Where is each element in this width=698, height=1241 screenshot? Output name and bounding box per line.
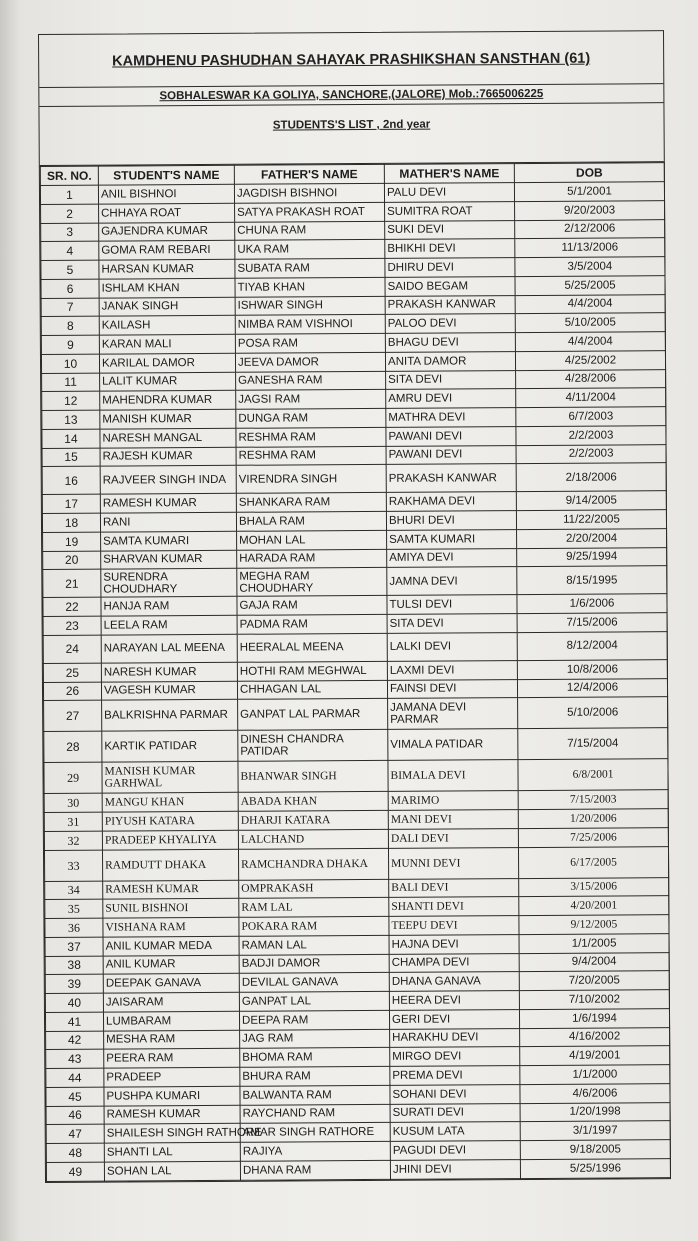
student-name-cell: MESHA RAM — [104, 1030, 240, 1050]
dob-cell: 2/18/2006 — [516, 463, 666, 492]
student-name-cell: PIYUSH KATARA — [102, 811, 238, 831]
student-name-cell: LALIT KUMAR — [100, 372, 236, 392]
dob-cell: 4/16/2002 — [520, 1027, 670, 1047]
father-name-cell: RESHMA RAM — [236, 446, 386, 466]
student-name-cell: SOHAN LAL — [104, 1161, 240, 1181]
dob-cell: 2/20/2004 — [517, 528, 667, 548]
mother-name-cell: MARIMO — [388, 791, 518, 811]
student-name-cell: MANGU KHAN — [102, 793, 238, 813]
mother-name-cell: MIRGO DEVI — [390, 1047, 520, 1067]
sr-no-cell: 10 — [41, 354, 99, 373]
table-row — [44, 697, 668, 732]
mother-name-cell: TEEPU DEVI — [389, 916, 519, 936]
sr-no-cell: 38 — [45, 956, 103, 975]
dob-cell: 5/1/2001 — [514, 182, 664, 202]
sr-no-cell: 17 — [42, 494, 100, 513]
dob-cell: 7/25/2006 — [518, 827, 668, 847]
father-name-cell: SHANKARA RAM — [236, 493, 386, 513]
father-name-cell: BALWANTA RAM — [240, 1085, 390, 1105]
student-name-cell: NARESH MANGAL — [100, 428, 236, 448]
dob-cell: 11/13/2006 — [515, 238, 665, 258]
dob-cell: 6/8/2001 — [518, 759, 668, 791]
mother-name-cell: PRAKASH KANWAR — [385, 295, 515, 315]
father-name-cell: RAMAN LAL — [239, 935, 389, 955]
student-name-cell: HARSAN KUMAR — [99, 259, 235, 279]
father-name-cell: BHURA RAM — [240, 1066, 390, 1086]
dob-cell: 5/25/1996 — [520, 1158, 670, 1178]
dob-cell: 1/1/2000 — [520, 1065, 670, 1085]
father-name-cell: GAJA RAM — [237, 596, 387, 616]
father-name-cell: GANPAT LAL — [239, 991, 389, 1011]
dob-cell: 8/12/2004 — [517, 631, 667, 660]
student-name-cell: MANISH KUMAR GARHWAL — [102, 762, 238, 794]
father-name-cell: DEEPA RAM — [239, 1010, 389, 1030]
father-name-cell: PADMA RAM — [237, 614, 387, 634]
sr-no-cell: 47 — [46, 1124, 104, 1143]
sr-no-cell: 2 — [41, 204, 99, 223]
father-name-cell: GANESHA RAM — [236, 371, 386, 391]
father-name-cell: POKARA RAM — [239, 916, 389, 936]
dob-cell: 3/5/2004 — [515, 257, 665, 277]
student-name-cell: SUNIL BISHNOI — [103, 899, 239, 919]
table-row — [46, 1158, 670, 1181]
student-name-cell: RAJVEER SINGH INDA — [100, 466, 236, 495]
mother-name-cell: FAINSI DEVI — [387, 679, 517, 699]
sr-no-cell: 34 — [45, 881, 103, 900]
father-name-cell: UKA RAM — [235, 240, 385, 260]
dob-cell: 7/15/2006 — [517, 613, 667, 633]
table-row — [42, 463, 666, 495]
father-name-cell: RAMCHANDRA DHAKA — [238, 848, 388, 880]
sr-no-cell: 4 — [41, 241, 99, 260]
mother-name-cell: MANI DEVI — [388, 810, 518, 830]
dob-cell: 4/11/2004 — [516, 388, 666, 408]
mother-name-cell: SURATI DEVI — [390, 1103, 520, 1123]
sr-no-cell: 36 — [45, 918, 103, 937]
student-name-cell: LEELA RAM — [101, 615, 237, 635]
student-name-cell: JANAK SINGH — [99, 297, 235, 317]
dob-cell: 2/2/2003 — [516, 444, 666, 464]
mother-name-cell: DALI DEVI — [388, 828, 518, 848]
mother-name-cell: SUMITRA ROAT — [385, 201, 515, 221]
sr-no-cell: 25 — [43, 663, 101, 682]
sr-no-cell: 14 — [42, 429, 100, 448]
col-sr-no: SR. NO. — [40, 166, 98, 185]
dob-cell: 4/25/2002 — [515, 350, 665, 370]
student-name-cell: SAMTA KUMARI — [101, 531, 237, 551]
sr-no-cell: 40 — [45, 993, 103, 1012]
student-name-cell: PUSHPA KUMARI — [104, 1086, 240, 1106]
sr-no-cell: 8 — [41, 316, 99, 335]
dob-cell: 5/10/2005 — [515, 313, 665, 333]
mother-name-cell: HEERA DEVI — [389, 991, 519, 1011]
student-name-cell: ANIL KUMAR MEDA — [103, 936, 239, 956]
father-name-cell: BHOMA RAM — [240, 1048, 390, 1068]
father-name-cell: TIYAB KHAN — [235, 277, 385, 297]
mother-name-cell: BALI DEVI — [389, 878, 519, 898]
dob-cell: 4/19/2001 — [520, 1046, 670, 1066]
student-name-cell: KARILAL DAMOR — [99, 353, 235, 373]
mother-name-cell: VIMALA PATIDAR — [388, 729, 518, 761]
student-name-cell: LUMBARAM — [103, 1011, 239, 1031]
dob-cell: 9/25/1994 — [517, 547, 667, 567]
sr-no-cell: 11 — [42, 373, 100, 392]
sr-no-cell: 49 — [46, 1162, 104, 1181]
dob-cell: 9/14/2005 — [516, 491, 666, 511]
father-name-cell: MOHAN LAL — [237, 530, 387, 550]
sr-no-cell: 3 — [41, 223, 99, 242]
student-name-cell: NARESH KUMAR — [101, 662, 237, 682]
mother-name-cell: DHIRU DEVI — [385, 258, 515, 278]
father-name-cell: DINESH CHANDRA PATIDAR — [238, 730, 388, 762]
father-name-cell: CHHAGAN LAL — [237, 680, 387, 700]
father-name-cell: POSA RAM — [235, 333, 385, 353]
col-father-name: FATHER'S NAME — [234, 164, 384, 184]
sr-no-cell: 26 — [43, 682, 101, 701]
dob-cell: 11/22/2005 — [516, 510, 666, 530]
father-name-cell: VIRENDRA SINGH — [236, 465, 386, 494]
student-name-cell: ANIL BISHNOI — [98, 184, 234, 204]
mother-name-cell: MATHRA DEVI — [386, 408, 516, 428]
student-name-cell: BALKRISHNA PARMAR — [102, 700, 238, 732]
mother-name-cell: DHANA GANAVA — [389, 972, 519, 992]
student-name-cell: MAHENDRA KUMAR — [100, 391, 236, 411]
student-name-cell: CHHAYA ROAT — [99, 203, 235, 223]
sr-no-cell: 46 — [46, 1106, 104, 1125]
sr-no-cell: 24 — [43, 635, 101, 663]
dob-cell: 9/12/2005 — [519, 915, 669, 935]
mother-name-cell: PAGUDI DEVI — [390, 1141, 520, 1161]
mother-name-cell: PRAKASH KANWAR — [386, 464, 516, 493]
mother-name-cell: HAJNA DEVI — [389, 934, 519, 954]
father-name-cell: RAJIYA — [240, 1141, 390, 1161]
mother-name-cell: LAXMI DEVI — [387, 660, 517, 680]
dob-cell: 4/4/2004 — [515, 332, 665, 352]
dob-cell: 5/25/2005 — [515, 275, 665, 295]
father-name-cell: ISHWAR SINGH — [235, 296, 385, 316]
sr-no-cell: 43 — [46, 1049, 104, 1068]
dob-cell: 4/6/2006 — [520, 1083, 670, 1103]
students-table — [40, 162, 671, 1181]
sr-no-cell: 28 — [44, 731, 102, 762]
sr-no-cell: 35 — [45, 899, 103, 918]
student-name-cell: HANJA RAM — [101, 597, 237, 617]
dob-cell: 4/28/2006 — [516, 369, 666, 389]
sr-no-cell: 22 — [43, 597, 101, 616]
sr-no-cell: 48 — [46, 1143, 104, 1162]
student-name-cell: RAMESH KUMAR — [104, 1105, 240, 1125]
father-name-cell: SUBATA RAM — [235, 258, 385, 278]
dob-cell: 7/15/2003 — [518, 790, 668, 810]
father-name-cell: LALCHAND — [238, 829, 388, 849]
mother-name-cell: HARAKHU DEVI — [390, 1028, 520, 1048]
sr-no-cell: 41 — [45, 1012, 103, 1031]
sr-no-cell: 1 — [40, 185, 98, 204]
student-name-cell: PEERA RAM — [104, 1049, 240, 1069]
sr-no-cell: 44 — [46, 1068, 104, 1087]
student-name-cell: VISHANA RAM — [103, 917, 239, 937]
mother-name-cell: BIMALA DEVI — [388, 760, 518, 792]
sr-no-cell: 6 — [41, 279, 99, 298]
student-name-cell: VAGESH KUMAR — [101, 681, 237, 701]
dob-cell: 9/18/2005 — [520, 1140, 670, 1160]
sr-no-cell: 37 — [45, 937, 103, 956]
mother-name-cell: JAMANA DEVI PARMAR — [388, 698, 518, 730]
mother-name-cell: SUKI DEVI — [385, 220, 515, 240]
student-name-cell: PRADEEP KHYALIYA — [102, 830, 238, 850]
dob-cell: 1/20/1998 — [520, 1102, 670, 1122]
sr-no-cell: 23 — [43, 616, 101, 635]
sr-no-cell: 7 — [41, 298, 99, 317]
table-row — [44, 846, 668, 881]
mother-name-cell: KUSUM LATA — [390, 1122, 520, 1142]
mother-name-cell: SAIDO BEGAM — [385, 276, 515, 296]
father-name-cell: JEEVA DAMOR — [235, 352, 385, 372]
student-name-cell: DEEPAK GANAVA — [103, 974, 239, 994]
student-name-cell: SHARVAN KUMAR — [101, 550, 237, 570]
mother-name-cell: AMRU DEVI — [386, 389, 516, 409]
father-name-cell: HOTHI RAM MEGHWAL — [237, 661, 387, 681]
sr-no-cell: 42 — [46, 1031, 104, 1050]
dob-cell: 7/10/2002 — [519, 990, 669, 1010]
mother-name-cell: JHINI DEVI — [390, 1159, 520, 1179]
dob-cell: 8/15/1995 — [517, 566, 667, 595]
mother-name-cell: LALKI DEVI — [387, 632, 517, 661]
student-name-cell: RANI — [100, 512, 236, 532]
student-name-cell: SURENDRA CHOUDHARY — [101, 569, 237, 598]
student-name-cell: SHAILESH SINGH RATHORE — [104, 1124, 240, 1144]
sr-no-cell: 45 — [46, 1087, 104, 1106]
mother-name-cell: AMIYA DEVI — [387, 548, 517, 568]
student-name-cell: ANIL KUMAR — [103, 955, 239, 975]
mother-name-cell: PREMA DEVI — [390, 1066, 520, 1086]
dob-cell: 9/4/2004 — [519, 952, 669, 972]
student-name-cell: RAMDUTT DHAKA — [102, 849, 238, 881]
student-name-cell: RAMESH KUMAR — [100, 494, 236, 514]
dob-cell: 6/17/2005 — [518, 846, 668, 878]
father-name-cell: DEVILAL GANAVA — [239, 973, 389, 993]
mother-name-cell: SOHANI DEVI — [390, 1084, 520, 1104]
mother-name-cell: JAMNA DEVI — [387, 567, 517, 596]
sr-no-cell: 20 — [43, 551, 101, 570]
mother-name-cell: TULSI DEVI — [387, 595, 517, 615]
sr-no-cell: 5 — [41, 260, 99, 279]
sr-no-cell: 32 — [44, 831, 102, 850]
dob-cell: 4/4/2004 — [515, 294, 665, 314]
student-name-cell: RAMESH KUMAR — [103, 880, 239, 900]
col-student-name: STUDENT'S NAME — [98, 165, 234, 185]
institute-address: SOBHALESWAR KA GOLIYA, SANCHORE,(JALORE) Mob.:7665006225 — [39, 84, 663, 107]
sr-no-cell: 21 — [43, 569, 101, 597]
mother-name-cell: RAKHAMA DEVI — [386, 492, 516, 512]
table-row — [44, 728, 668, 763]
father-name-cell: CHUNA RAM — [235, 221, 385, 241]
father-name-cell: RAYCHAND RAM — [240, 1104, 390, 1124]
mother-name-cell: SITA DEVI — [387, 614, 517, 634]
mother-name-cell: PALU DEVI — [384, 183, 514, 203]
table-row — [44, 759, 668, 794]
student-name-cell: RAJESH KUMAR — [100, 447, 236, 467]
student-name-cell: NARAYAN LAL MEENA — [101, 634, 237, 663]
student-name-cell: KARTIK PATIDAR — [102, 731, 238, 763]
dob-cell: 3/15/2006 — [519, 877, 669, 897]
father-name-cell: JAG RAM — [240, 1029, 390, 1049]
mother-name-cell: GERI DEVI — [389, 1009, 519, 1029]
mother-name-cell: BHIKHI DEVI — [385, 239, 515, 259]
mother-name-cell: SHANTI DEVI — [389, 897, 519, 917]
institute-title: KAMDHENU PASHUDHAN SAHAYAK PRASHIKSHAN SANSTHAN (61) — [39, 31, 663, 88]
student-name-cell: ISHLAM KHAN — [99, 278, 235, 298]
student-name-cell: KAILASH — [99, 316, 235, 336]
mother-name-cell: CHAMPA DEVI — [389, 953, 519, 973]
mother-name-cell: PAWANI DEVI — [386, 426, 516, 446]
student-name-cell: GAJENDRA KUMAR — [99, 222, 235, 242]
father-name-cell: DHANA RAM — [240, 1160, 390, 1180]
father-name-cell: JAGDISH BISHNOI — [234, 183, 384, 203]
sr-no-cell: 13 — [42, 410, 100, 429]
mother-name-cell: MUNNI DEVI — [388, 847, 518, 879]
father-name-cell: GANPAT LAL PARMAR — [238, 699, 388, 731]
dob-cell: 2/2/2003 — [516, 425, 666, 445]
dob-cell: 7/15/2004 — [518, 728, 668, 760]
student-name-cell: MANISH KUMAR — [100, 409, 236, 429]
dob-cell: 12/4/2006 — [517, 678, 667, 698]
student-name-cell: JAISARAM — [103, 992, 239, 1012]
table-body — [40, 182, 670, 1181]
father-name-cell: DUNGA RAM — [236, 408, 386, 428]
col-mother-name: MATHER'S NAME — [384, 164, 514, 184]
dob-cell: 2/12/2006 — [515, 219, 665, 239]
mother-name-cell: BHAGU DEVI — [385, 333, 515, 353]
dob-cell: 7/20/2005 — [519, 971, 669, 991]
sr-no-cell: 12 — [42, 391, 100, 410]
dob-cell: 10/8/2006 — [517, 659, 667, 679]
mother-name-cell: SAMTA KUMARI — [387, 529, 517, 549]
father-name-cell: RAM LAL — [239, 898, 389, 918]
mother-name-cell: PAWANI DEVI — [386, 445, 516, 465]
mother-name-cell: BHURI DEVI — [386, 511, 516, 531]
father-name-cell: NIMBA RAM VISHNOI — [235, 315, 385, 335]
sr-no-cell: 33 — [44, 850, 102, 881]
sr-no-cell: 16 — [42, 466, 100, 494]
table-row — [43, 631, 667, 663]
col-dob: DOB — [514, 163, 664, 183]
sr-no-cell: 27 — [44, 700, 102, 731]
dob-cell: 9/20/2003 — [515, 200, 665, 220]
sr-no-cell: 9 — [41, 335, 99, 354]
table-row — [43, 566, 667, 598]
father-name-cell: ABADA KHAN — [238, 792, 388, 812]
student-name-cell: PRADEEP — [104, 1067, 240, 1087]
sr-no-cell: 31 — [44, 812, 102, 831]
mother-name-cell: ANITA DAMOR — [385, 351, 515, 371]
student-name-cell: KARAN MALI — [99, 334, 235, 354]
dob-cell: 1/6/1994 — [519, 1008, 669, 1028]
dob-cell: 1/1/2005 — [519, 933, 669, 953]
father-name-cell: MEGHA RAM CHOUDHARY — [237, 568, 387, 597]
sr-no-cell: 15 — [42, 448, 100, 467]
father-name-cell: HEERALAL MEENA — [237, 633, 387, 662]
student-list-sheet — [38, 30, 671, 1182]
father-name-cell: AMAR SINGH RATHORE — [240, 1123, 390, 1143]
father-name-cell: JAGSI RAM — [236, 390, 386, 410]
father-name-cell: OMPRAKASH — [239, 879, 389, 899]
dob-cell: 1/20/2006 — [518, 809, 668, 829]
father-name-cell: BHANWAR SINGH — [238, 761, 388, 793]
dob-cell: 6/7/2003 — [516, 407, 666, 427]
father-name-cell: BHALA RAM — [236, 511, 386, 531]
dob-cell: 3/1/1997 — [520, 1121, 670, 1141]
dob-cell: 1/6/2006 — [517, 594, 667, 614]
sr-no-cell: 19 — [43, 532, 101, 551]
sr-no-cell: 29 — [44, 762, 102, 793]
father-name-cell: RESHMA RAM — [236, 427, 386, 447]
sr-no-cell: 39 — [45, 974, 103, 993]
list-title: STUDENTS'S LIST , 2nd year — [39, 103, 663, 166]
sr-no-cell: 30 — [44, 793, 102, 812]
father-name-cell: SATYA PRAKASH ROAT — [235, 202, 385, 222]
student-name-cell: GOMA RAM REBARI — [99, 241, 235, 261]
mother-name-cell: SITA DEVI — [386, 370, 516, 390]
sr-no-cell: 18 — [42, 513, 100, 532]
mother-name-cell: PALOO DEVI — [385, 314, 515, 334]
father-name-cell: HARADA RAM — [237, 549, 387, 569]
student-name-cell: SHANTI LAL — [104, 1142, 240, 1162]
dob-cell: 4/20/2001 — [519, 896, 669, 916]
father-name-cell: BADJI DAMOR — [239, 954, 389, 974]
dob-cell: 5/10/2006 — [518, 697, 668, 729]
father-name-cell: DHARJI KATARA — [238, 810, 388, 830]
